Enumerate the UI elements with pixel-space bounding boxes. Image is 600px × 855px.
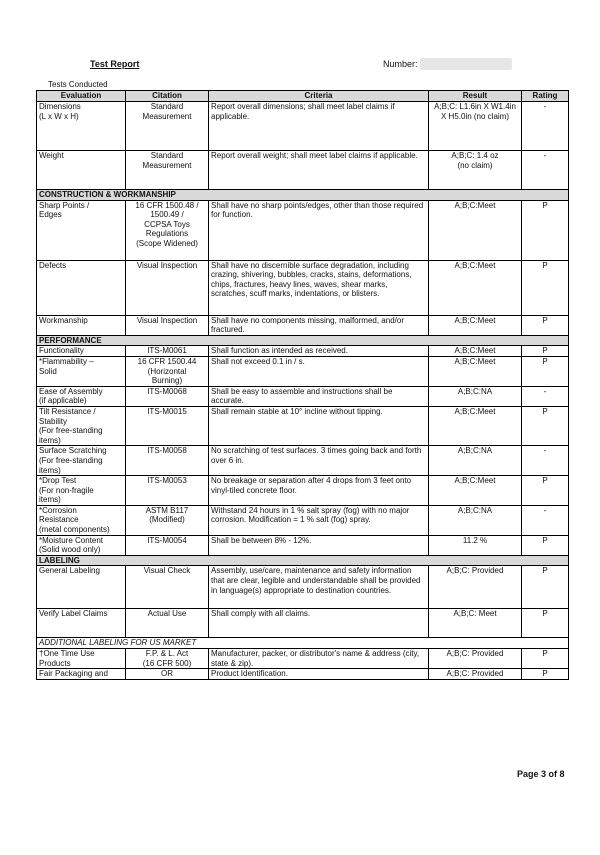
rating-cell: P — [522, 346, 569, 357]
criteria-cell: Shall function as intended as received. — [209, 346, 429, 357]
result-cell: A;B;C:Meet — [429, 200, 522, 260]
evaluation-cell: Dimensions (L x W x H) — [37, 102, 126, 151]
table-row — [37, 649, 569, 669]
evaluation-cell: *Drop Test (For non-fragile items) — [37, 476, 126, 506]
criteria-cell: Shall remain stable at 10° incline without tipping. — [209, 406, 429, 445]
table-row — [37, 315, 569, 335]
citation-cell: ITS-M0053 — [126, 476, 209, 506]
evaluation-cell: Verify Label Claims — [37, 609, 126, 638]
citation-cell: ITS-M0054 — [126, 535, 209, 555]
table-row — [37, 566, 569, 609]
rating-cell: - — [522, 505, 569, 535]
rating-cell: P — [522, 609, 569, 638]
rating-cell: - — [522, 446, 569, 476]
section-title: PERFORMANCE — [37, 335, 569, 346]
rating-cell: P — [522, 200, 569, 260]
criteria-cell: Shall have no components missing, malformed, and/or fractured. — [209, 315, 429, 335]
evaluation-cell: Sharp Points / Edges — [37, 200, 126, 260]
table-row — [37, 609, 569, 638]
section-title: LABELING — [37, 555, 569, 566]
result-cell: A;B;C: Provided — [429, 669, 522, 680]
result-cell: A;B;C:Meet — [429, 406, 522, 445]
table-row — [37, 535, 569, 555]
citation-cell: OR — [126, 669, 209, 680]
table-row — [37, 356, 569, 386]
section-row — [37, 335, 569, 346]
rating-cell: P — [522, 476, 569, 506]
result-cell: A;B;C: 1.4 oz (no claim) — [429, 151, 522, 190]
citation-cell: ASTM B117 (Modified) — [126, 505, 209, 535]
rating-cell: - — [522, 102, 569, 151]
criteria-cell: No breakage or separation after 4 drops from 3 feet onto vinyl-tiled concrete floor. — [209, 476, 429, 506]
rating-cell: P — [522, 566, 569, 609]
citation-cell: ITS-M0015 — [126, 406, 209, 445]
criteria-cell: Withstand 24 hours in 1 % salt spray (fog) with no major corrosion. Modification = 1 % salt (fog) spray. — [209, 505, 429, 535]
evaluation-cell: Weight — [37, 151, 126, 190]
test-results-table — [36, 90, 569, 680]
result-cell: A;B;C:Meet — [429, 260, 522, 315]
result-cell: A;B;C:Meet — [429, 315, 522, 335]
evaluation-cell: Functionality — [37, 346, 126, 357]
report-title: Test Report — [90, 59, 140, 69]
column-header-citation: Citation — [126, 91, 209, 102]
table-row — [37, 406, 569, 445]
citation-cell: Visual Inspection — [126, 260, 209, 315]
citation-cell: ITS-M0061 — [126, 346, 209, 357]
result-cell: A;B;C:Meet — [429, 356, 522, 386]
rating-cell: P — [522, 406, 569, 445]
evaluation-cell: Defects — [37, 260, 126, 315]
table-row — [37, 386, 569, 406]
result-cell: A;B;C:Meet — [429, 346, 522, 357]
table-row — [37, 260, 569, 315]
citation-cell: Standard Measurement — [126, 102, 209, 151]
result-cell: A;B;C: L1.6in X W1.4in X H5.0in (no claim) — [429, 102, 522, 151]
criteria-cell: Manufacturer, packer, or distributor's name & address (city, state & zip). — [209, 649, 429, 669]
criteria-cell: Product Identification. — [209, 669, 429, 680]
page-number: Page 3 of 8 — [517, 769, 565, 779]
section-row — [37, 555, 569, 566]
evaluation-cell: Fair Packaging and — [37, 669, 126, 680]
column-header-result: Result — [429, 91, 522, 102]
citation-cell: Visual Check — [126, 566, 209, 609]
number-label: Number: — [383, 59, 418, 69]
citation-cell: 16 CFR 1500.48 / 1500.49 / CCPSA Toys Regulations (Scope Widened) — [126, 200, 209, 260]
criteria-cell: Shall not exceed 0.1 in / s. — [209, 356, 429, 386]
table-row — [37, 505, 569, 535]
rating-cell: P — [522, 669, 569, 680]
evaluation-cell: *Corrosion Resistance (metal components) — [37, 505, 126, 535]
result-cell: A;B;C: Provided — [429, 649, 522, 669]
citation-cell: Actual Use — [126, 609, 209, 638]
criteria-cell: Shall be easy to assemble and instructions shall be accurate. — [209, 386, 429, 406]
criteria-cell: Shall have no discernible surface degradation, including crazing, shivering, bubbles, cracks, stains, deformations, chips, fractures, heavy lines, waves, shear marks, scratches, scuff marks, indentations, or blisters. — [209, 260, 429, 315]
evaluation-cell: Workmanship — [37, 315, 126, 335]
rating-cell: P — [522, 356, 569, 386]
criteria-cell: Shall be between 8% - 12%. — [209, 535, 429, 555]
result-cell: A;B;C:NA — [429, 446, 522, 476]
section-title: CONSTRUCTION & WORKMANSHIP — [37, 190, 569, 201]
result-cell: A;B;C:NA — [429, 505, 522, 535]
result-cell: A;B;C: Provided — [429, 566, 522, 609]
table-row — [37, 346, 569, 357]
criteria-cell: Shall have no sharp points/edges, other than those required for function. — [209, 200, 429, 260]
rating-cell: P — [522, 260, 569, 315]
table-header-row — [37, 91, 569, 102]
table-row — [37, 669, 569, 680]
result-cell: 11.2 % — [429, 535, 522, 555]
rating-cell: - — [522, 151, 569, 190]
redacted-number — [420, 58, 512, 70]
citation-cell: ITS-M0068 — [126, 386, 209, 406]
citation-cell: Visual Inspection — [126, 315, 209, 335]
rating-cell: P — [522, 535, 569, 555]
section-row — [37, 638, 569, 649]
result-cell: A;B;C: Meet — [429, 609, 522, 638]
evaluation-cell: General Labeling — [37, 566, 126, 609]
criteria-cell: Report overall weight; shall meet label claims if applicable. — [209, 151, 429, 190]
criteria-cell: No scratching of test surfaces. 3 times going back and forth over 6 in. — [209, 446, 429, 476]
table-row — [37, 102, 569, 151]
evaluation-cell: *Flammability – Solid — [37, 356, 126, 386]
rating-cell: P — [522, 315, 569, 335]
evaluation-cell: Tilt Resistance / Stability (For free-standing items) — [37, 406, 126, 445]
column-header-criteria: Criteria — [209, 91, 429, 102]
citation-cell: ITS-M0058 — [126, 446, 209, 476]
rating-cell: - — [522, 386, 569, 406]
criteria-cell: Report overall dimensions; shall meet label claims if applicable. — [209, 102, 429, 151]
rating-cell: P — [522, 649, 569, 669]
criteria-cell: Assembly, use/care, maintenance and safety information that are clear, legible and understandable shall be provided in language(s) appropriate to destination countries. — [209, 566, 429, 609]
section-row — [37, 190, 569, 201]
column-header-evaluation: Evaluation — [37, 91, 126, 102]
evaluation-cell: *Moisture Content (Solid wood only) — [37, 535, 126, 555]
evaluation-cell: Ease of Assembly (if applicable) — [37, 386, 126, 406]
evaluation-cell: †One Time Use Products — [37, 649, 126, 669]
evaluation-cell: Surface Scratching (For free-standing items) — [37, 446, 126, 476]
result-cell: A;B;C:Meet — [429, 476, 522, 506]
table-row — [37, 151, 569, 190]
criteria-cell: Shall comply with all claims. — [209, 609, 429, 638]
table-row — [37, 476, 569, 506]
citation-cell: Standard Measurement — [126, 151, 209, 190]
result-cell: A;B;C:NA — [429, 386, 522, 406]
citation-cell: 16 CFR 1500.44 (Horizontal Burning) — [126, 356, 209, 386]
table-body — [37, 102, 569, 680]
tests-conducted-label: Tests Conducted — [48, 80, 108, 89]
table-row — [37, 446, 569, 476]
column-header-rating: Rating — [522, 91, 569, 102]
table-row — [37, 200, 569, 260]
citation-cell: F.P. & L. Act (16 CFR 500) — [126, 649, 209, 669]
section-title: ADDITIONAL LABELING FOR US MARKET — [37, 638, 569, 649]
